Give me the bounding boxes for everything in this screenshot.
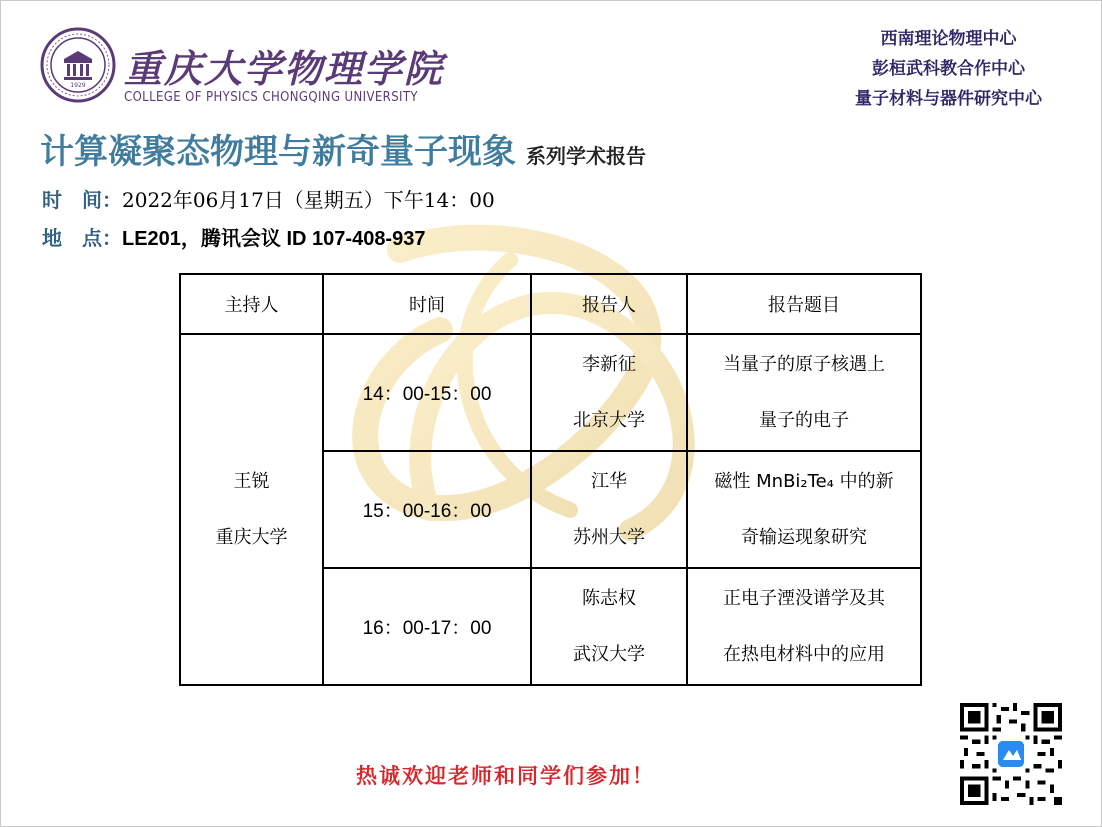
time-slot: 15：00-16：00 [323, 451, 531, 568]
column-header: 报告题目 [687, 274, 921, 334]
event-time [42, 184, 495, 213]
speaker-affiliation: 武汉大学 [573, 643, 645, 665]
headline-title: 计算凝聚态物理与新奇量子现象 [40, 132, 516, 172]
speaker-cell [531, 334, 687, 451]
college-logo-subtitle: COLLEGE OF PHYSICS CHONGQING UNIVERSITY [124, 90, 418, 105]
time-slot: 14：00-15：00 [323, 334, 531, 451]
place-value: LE201，腾讯会议 ID 107-408-937 [122, 228, 426, 250]
college-logo-title: 重庆大学物理学院 [124, 46, 445, 91]
time-label: 时 间： [42, 188, 122, 212]
event-place [42, 222, 425, 251]
time-value: 2022年06月17日（星期五）下午14：00 [122, 188, 495, 212]
speaker-name: 李新征 [582, 353, 636, 375]
host-affiliation: 重庆大学 [215, 526, 288, 548]
svg-text:1929: 1929 [70, 82, 86, 89]
talk-title-line: 当量子的原子核遇上 [723, 353, 885, 375]
center-name: 量子材料与器件研究中心 [855, 89, 1042, 109]
talk-title-line: 磁性 MnBi₂Te₄ 中的新 [714, 470, 894, 492]
table-header-row [180, 274, 921, 334]
speaker-name: 江华 [591, 470, 627, 492]
time-slot: 16：00-17：00 [323, 568, 531, 685]
research-centers [855, 24, 1042, 114]
talk-title-cell [687, 451, 921, 568]
place-label: 地 点： [42, 226, 122, 250]
event-headline [40, 124, 646, 173]
speaker-cell [531, 568, 687, 685]
column-header: 报告人 [531, 274, 687, 334]
speaker-affiliation: 苏州大学 [573, 526, 645, 548]
schedule-table [179, 273, 922, 686]
talk-title-line: 在热电材料中的应用 [723, 643, 885, 665]
speaker-name: 陈志权 [582, 587, 636, 609]
speaker-cell [531, 451, 687, 568]
headline-subtitle: 系列学术报告 [526, 144, 646, 168]
speaker-affiliation: 北京大学 [573, 409, 645, 431]
host-name: 王锐 [233, 470, 270, 492]
center-name: 彭桓武科教合作中心 [872, 59, 1025, 79]
table-row [180, 334, 921, 451]
talk-title-line: 正电子湮没谱学及其 [723, 587, 885, 609]
center-name: 西南理论物理中心 [880, 29, 1017, 49]
talk-title-line: 奇输运现象研究 [741, 526, 867, 548]
talk-title-line: 量子的电子 [759, 409, 849, 431]
talk-title-cell [687, 334, 921, 451]
university-seal-icon [40, 27, 116, 103]
welcome-message: 热诚欢迎老师和同学们参加！ [356, 763, 655, 788]
qr-code-icon[interactable] [960, 703, 1062, 805]
column-header: 时间 [323, 274, 531, 334]
host-cell [180, 334, 323, 685]
column-header: 主持人 [180, 274, 323, 334]
talk-title-cell [687, 568, 921, 685]
